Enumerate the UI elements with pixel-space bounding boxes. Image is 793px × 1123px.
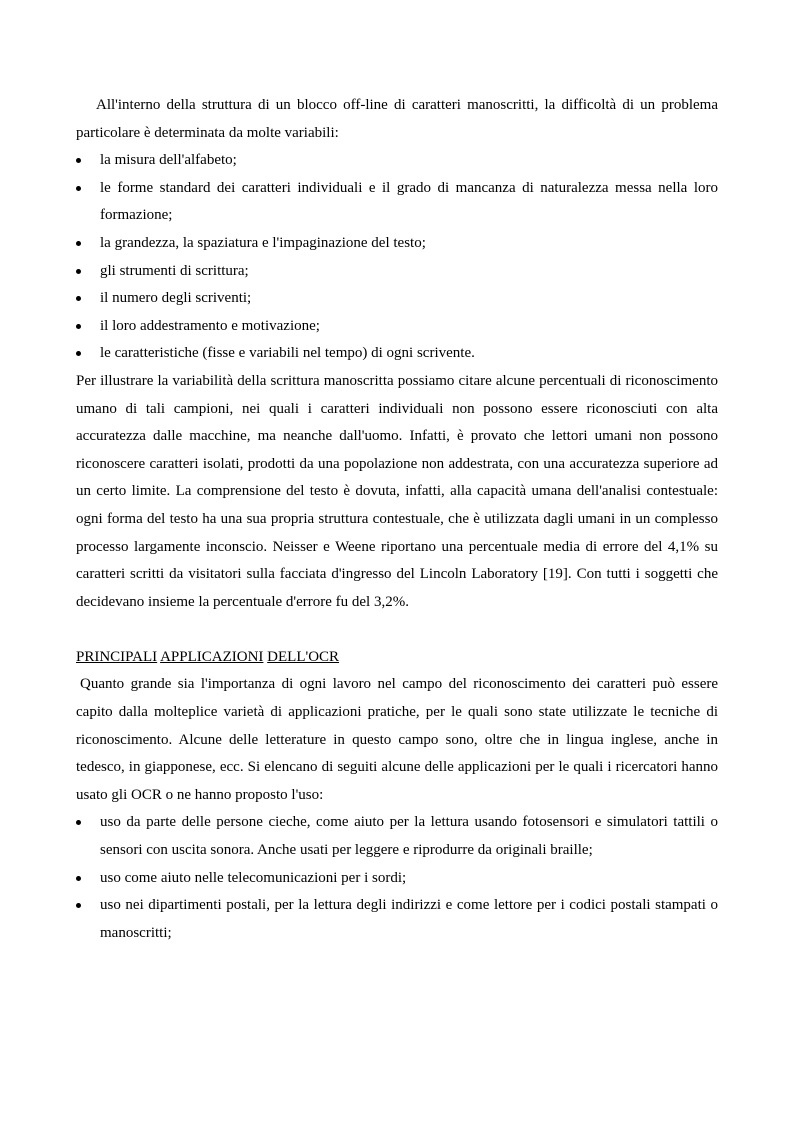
list-item: la grandezza, la spaziatura e l'impaginazione del testo; <box>76 230 718 258</box>
list-item: uso nei dipartimenti postali, per la lettura degli indirizzi e come lettore per i codici postali stampati o manoscritti; <box>76 892 718 947</box>
list-item: uso da parte delle persone cieche, come aiuto per la lettura usando fotosensori e simulatori tattili o sensori con uscita sonora. Anche usati per leggere e riprodurre da originali braille; <box>76 809 718 864</box>
section-heading <box>76 644 718 672</box>
bullet-icon <box>76 186 81 191</box>
bullet-icon <box>76 158 81 163</box>
list-item: le forme standard dei caratteri individuali e il grado di mancanza di naturalezza messa nella loro formazione; <box>76 175 718 230</box>
variability-paragraph: Per illustrare la variabilità della scrittura manoscritta possiamo citare alcune percentuali di riconoscimento umano di tali campioni, nei quali i caratteri individuali non possono essere riconosciuti con alta accuratezza dalle macchine, ma neanche dall'uomo. Infatti, è provato che lettori umani non possono riconoscere caratteri isolati, prodotti da una popolazione non addestrata, con una accuratezza superiore ad un certo limite. La comprensione del testo è dovuta, infatti, alla capacità umana dell'analisi contestuale: ogni forma del testo ha una sua propria struttura contestuale, che è utilizzata dagli umani in un complesso processo largamente inconscio. Neisser e Weene riportano una percentuale media di errore del 4,1% su caratteri scritti da visitatori sulla facciata d'ingresso del Lincoln Laboratory [19]. Con tutti i soggetti che decidevano insieme la percentuale d'errore fu del 3,2%. <box>76 372 718 610</box>
bullet-icon <box>76 296 81 301</box>
list-item: la misura dell'alfabeto; <box>76 147 718 175</box>
intro-paragraph: All'interno della struttura di un blocco off-line di caratteri manoscritti, la difficoltà di un problema particolare è determinata da molte variabili: <box>76 97 718 141</box>
bullet-icon <box>76 324 81 329</box>
bullet-icon <box>76 351 81 356</box>
list-item: il loro addestramento e motivazione; <box>76 313 718 341</box>
document-page <box>76 92 718 947</box>
heading-word: PRINCIPALI <box>76 648 158 665</box>
applications-list <box>76 809 718 947</box>
bullet-icon <box>76 876 81 881</box>
bullet-icon <box>76 903 81 908</box>
bullet-icon <box>76 241 81 246</box>
bullet-icon <box>76 820 81 825</box>
list-item: le caratteristiche (fisse e variabili nel tempo) di ogni scrivente. <box>76 340 718 368</box>
list-item: il numero degli scriventi; <box>76 285 718 313</box>
heading-word: DELL'OCR <box>267 648 340 665</box>
heading-word: APPLICAZIONI <box>160 648 264 665</box>
list-item: gli strumenti di scrittura; <box>76 258 718 286</box>
applications-paragraph: Quanto grande sia l'importanza di ogni lavoro nel campo del riconoscimento dei caratteri può essere capito dalla molteplice varietà di applicazioni pratiche, per le quali sono state utilizzate le tecniche di riconoscimento. Alcune delle letterature in questo campo sono, oltre che in lingua inglese, anche in tedesco, in giapponese, ecc. Si elencano di seguiti alcune delle applicazioni per le quali i ricercatori hanno usato gli OCR o ne hanno proposto l'uso: <box>76 676 718 803</box>
list-item: uso come aiuto nelle telecomunicazioni per i sordi; <box>76 865 718 893</box>
variables-list <box>76 147 718 368</box>
bullet-icon <box>76 269 81 274</box>
